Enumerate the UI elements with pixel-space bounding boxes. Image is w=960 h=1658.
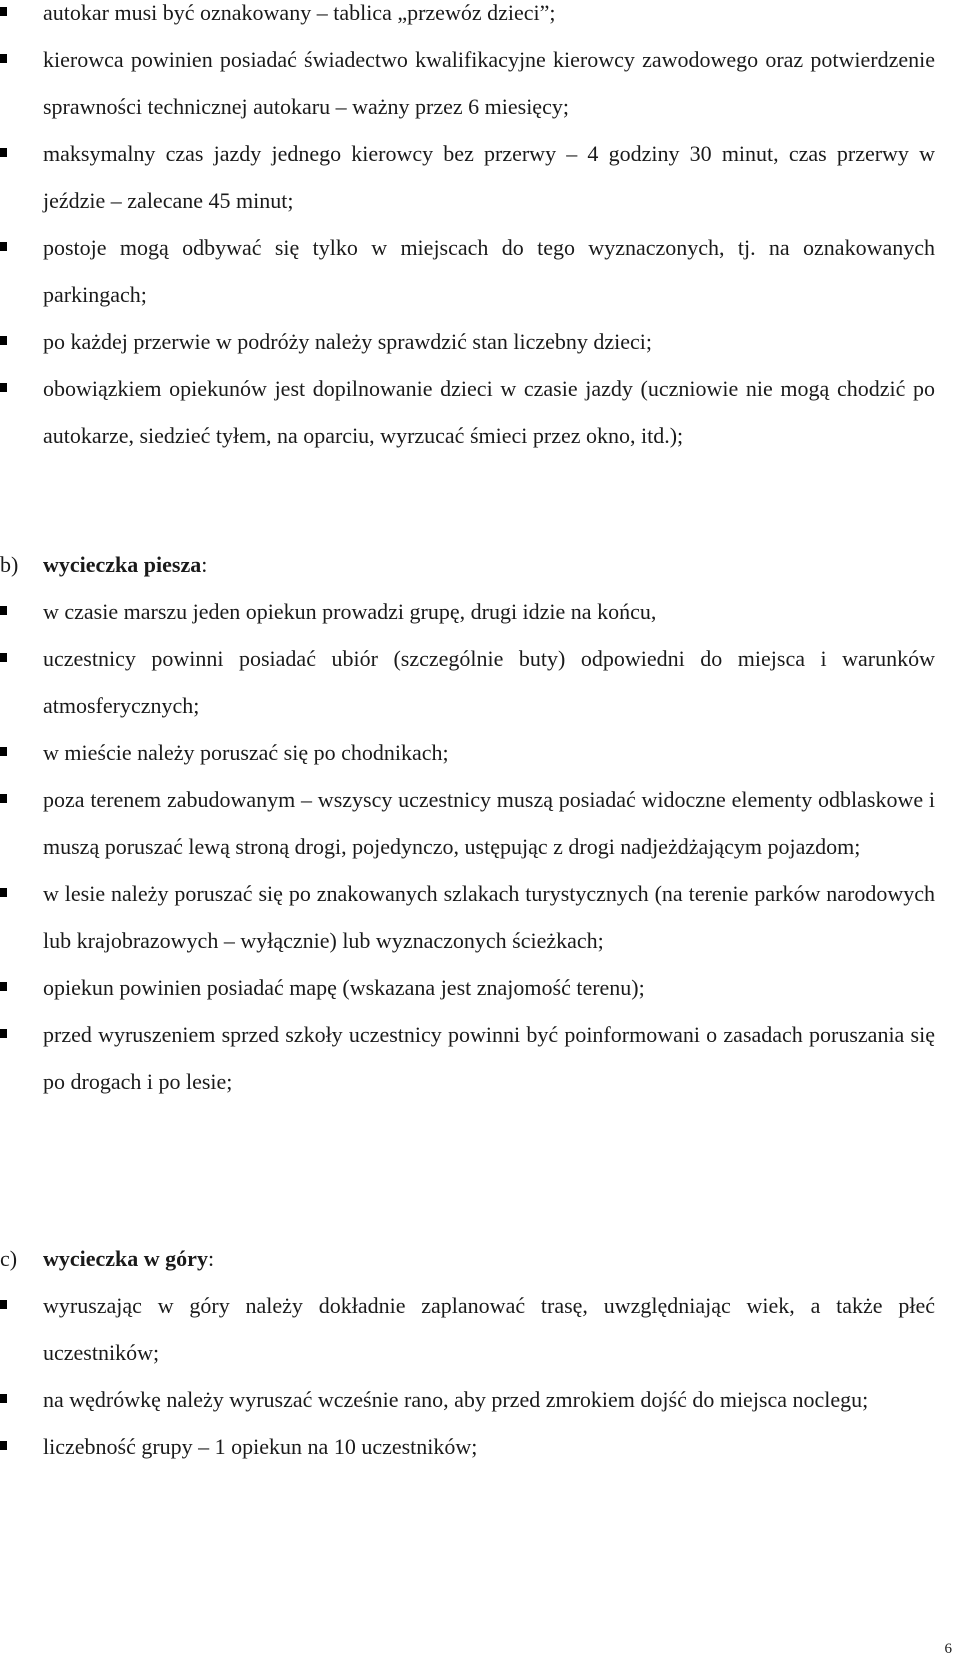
list-item: [0, 130, 960, 224]
section-letter: c): [0, 1246, 18, 1271]
square-bullet-icon: [0, 1394, 7, 1403]
list-item-text: poza terenem zabudowanym – wszyscy uczestnicy muszą posiadać widoczne elementy odblaskowe i muszą poruszać lewą stroną drogi, pojedynczo, ustępując z drogi nadjeżdżającym pojazdom;: [43, 787, 935, 859]
list-item: [0, 1423, 960, 1470]
list-item-text: przed wyruszeniem sprzed szkoły uczestnicy powinni być poinformowani o zasadach poruszania się po drogach i po lesie;: [43, 1022, 935, 1094]
list-item: [0, 1376, 960, 1423]
list-item: [0, 0, 960, 36]
square-bullet-icon: [0, 888, 7, 897]
list-item: [0, 870, 960, 964]
page-number: 6: [944, 1641, 952, 1657]
section-title: wycieczka piesza: [43, 552, 202, 577]
section-colon: :: [201, 552, 208, 577]
list-item-text: autokar musi być oznakowany – tablica „przewóz dzieci”;: [43, 0, 556, 25]
section-c-heading: [0, 1235, 930, 1282]
square-bullet-icon: [0, 242, 7, 251]
list-item-text: w lesie należy poruszać się po znakowanych szlakach turystycznych (na terenie parków narodowych lub krajobrazowych – wyłącznie) lub wyznaczonych ścieżkach;: [43, 881, 935, 953]
list-item-text: po każdej przerwie w podróży należy sprawdzić stan liczebny dzieci;: [43, 329, 653, 354]
square-bullet-icon: [0, 1029, 7, 1038]
square-bullet-icon: [0, 336, 7, 345]
list-item-text: maksymalny czas jazdy jednego kierowcy bez przerwy – 4 godziny 30 minut, czas przerwy w jeździe – zalecane 45 minut;: [43, 141, 935, 213]
list-item-text: w czasie marszu jeden opiekun prowadzi grupę, drugi idzie na końcu,: [43, 599, 657, 624]
section-colon: :: [207, 1246, 215, 1271]
section-title: wycieczka w góry: [43, 1246, 208, 1271]
list-item-text: w mieście należy poruszać się po chodnikach;: [43, 740, 449, 765]
list-item-text: uczestnicy powinni posiadać ubiór (szczególnie buty) odpowiedni do miejsca i warunków atmosferycznych;: [43, 646, 935, 718]
section-b-heading: [0, 541, 930, 588]
list-item: [0, 36, 960, 130]
list-item-text: liczebność grupy – 1 opiekun na 10 uczestników;: [43, 1434, 478, 1459]
square-bullet-icon: [0, 148, 7, 157]
list-item: [0, 635, 960, 729]
list-item-text: obowiązkiem opiekunów jest dopilnowanie dzieci w czasie jazdy (uczniowie nie mogą chodzić po autokarze, siedzieć tyłem, na oparciu, wyrzucać śmieci przez okno, itd.);: [43, 376, 935, 448]
list-item-text: kierowca powinien posiadać świadectwo kwalifikacyjne kierowcy zawodowego oraz potwierdzenie sprawności technicznej autokaru – ważny przez 6 miesięcy;: [43, 47, 935, 119]
square-bullet-icon: [0, 606, 7, 615]
list-item: [0, 729, 960, 776]
list-item: [0, 776, 960, 870]
square-bullet-icon: [0, 54, 7, 63]
list-item: [0, 318, 960, 365]
list-item-text: opiekun powinien posiadać mapę (wskazana jest znajomość terenu);: [43, 975, 645, 1000]
transport-rules-list: [0, 0, 960, 459]
section-letter: b): [0, 552, 19, 577]
hiking-rules-list: [0, 588, 960, 1105]
list-item-text: na wędrówkę należy wyruszać wcześnie rano, aby przed zmrokiem dojść do miejsca noclegu;: [43, 1387, 869, 1412]
square-bullet-icon: [0, 383, 7, 392]
square-bullet-icon: [0, 747, 7, 756]
list-item-text: wyruszając w góry należy dokładnie zaplanować trasę, uwzględniając wiek, a także płeć uczestników;: [43, 1293, 935, 1365]
list-item: [0, 1011, 960, 1105]
mountain-rules-list: [0, 1282, 960, 1470]
square-bullet-icon: [0, 1300, 7, 1309]
list-item: [0, 1282, 960, 1376]
list-item: [0, 224, 960, 318]
square-bullet-icon: [0, 1441, 7, 1450]
list-item: [0, 964, 960, 1011]
square-bullet-icon: [0, 7, 7, 16]
list-item-text: postoje mogą odbywać się tylko w miejscach do tego wyznaczonych, tj. na oznakowanych parkingach;: [43, 235, 935, 307]
square-bullet-icon: [0, 982, 7, 991]
square-bullet-icon: [0, 653, 7, 662]
list-item: [0, 365, 960, 459]
list-item: [0, 588, 960, 635]
square-bullet-icon: [0, 794, 7, 803]
